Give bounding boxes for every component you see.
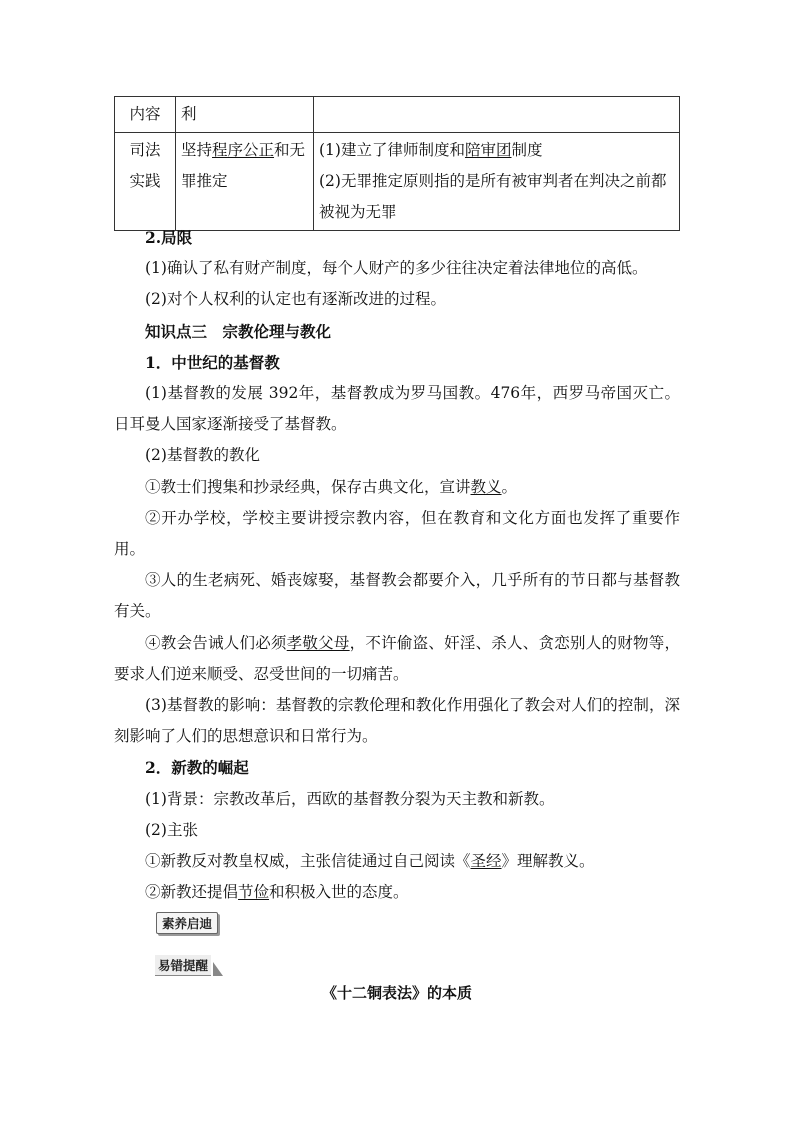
paragraph: ②开办学校，学校主要讲授宗教内容，但在教育和文化方面也发挥了重要作用。 — [114, 508, 680, 559]
label-line-2: 实践 — [129, 172, 161, 190]
limit-point-2: (2)对个人权利的认定也有逐渐改进的过程。 — [145, 290, 446, 309]
knowledge-point-3-heading: 知识点三 宗教伦理与教化 — [145, 321, 332, 341]
table-row — [115, 97, 680, 133]
underlined-term: 节俭 — [238, 883, 270, 902]
protestantism-heading: 2．新教的崛起 — [145, 758, 249, 778]
table-cell-content-label: 内容 — [115, 97, 176, 133]
table-cell-empty — [314, 97, 680, 133]
detail-underlined: 陪审团 — [464, 141, 512, 159]
label-line-1: 司法 — [129, 141, 161, 159]
paragraph: ②新教还提倡节俭和积极入世的态度。 — [145, 883, 409, 902]
paragraph: ③人的生老病死、婚丧嫁娶，基督教会都要介入，几乎所有的节日都与基督教有关。 — [114, 571, 680, 621]
detail-line-1 — [319, 135, 674, 166]
paragraph: (2)基督教的教化 — [145, 446, 260, 465]
table-cell-judicial-detail — [314, 133, 680, 231]
principle-text-b: 和无罪推定 — [181, 141, 306, 190]
paragraph: ④教会告诫人们必须孝敬父母，不许偷盗、奸淫、杀人、贪恋别人的财物等，要求人们逆来顺受、忍受世间的一切痛苦。 — [114, 633, 680, 683]
paragraph: ①教士们搜集和抄录经典，保存古典文化，宣讲教义。 — [145, 477, 518, 496]
law-summary-table — [114, 96, 680, 231]
paragraph: (3)基督教的影响：基督教的宗教伦理和教化作用强化了教会对人们的控制，深刻影响了人们的思想意识和日常行为。 — [114, 696, 680, 746]
paragraph: ①新教反对教皇权威，主张信徒通过自己阅读《圣经》理解教义。 — [145, 852, 595, 871]
underlined-term: 圣经 — [470, 852, 502, 871]
error-prone-tag: 易错提醒 — [155, 955, 211, 976]
paragraph: (1)基督教的发展 392年，基督教成为罗马国教。476年，西罗马帝国灭亡。日耳曼人国家逐渐接受了基督教。 — [114, 384, 680, 434]
principle-text-a: 坚持 — [181, 141, 213, 159]
principle-underlined: 程序公正 — [212, 141, 275, 159]
paragraph: (2)主张 — [145, 820, 198, 839]
detail-text-b: 制度 — [511, 141, 543, 159]
section-subtitle: 《十二铜表法》的本质 — [321, 984, 472, 1002]
detail-line-2: (2)无罪推定原则指的是所有被审判者在判决之前都被视为无罪 — [319, 172, 667, 221]
limit-heading: 2.局限 — [145, 228, 193, 247]
limit-point-1: (1)确认了私有财产制度，每个人财产的多少往往决定着法律地位的高低。 — [145, 259, 648, 278]
document-body — [114, 222, 680, 908]
table-cell-judicial-principle — [176, 133, 314, 231]
underlined-term: 孝敬父母 — [286, 633, 350, 652]
literacy-tag: 素养启迪 — [156, 912, 218, 934]
paragraph: (1)背景：宗教改革后，西欧的基督教分裂为天主教和新教。 — [145, 789, 555, 808]
detail-text-a: (1)建立了律师制度和 — [319, 141, 465, 159]
underlined-term: 教义 — [470, 477, 502, 496]
medieval-christianity-heading: 1．中世纪的基督教 — [145, 352, 280, 372]
table-cell-judicial-label — [115, 133, 176, 231]
table-cell-content-value: 利 — [176, 97, 314, 133]
table-row — [115, 133, 680, 231]
